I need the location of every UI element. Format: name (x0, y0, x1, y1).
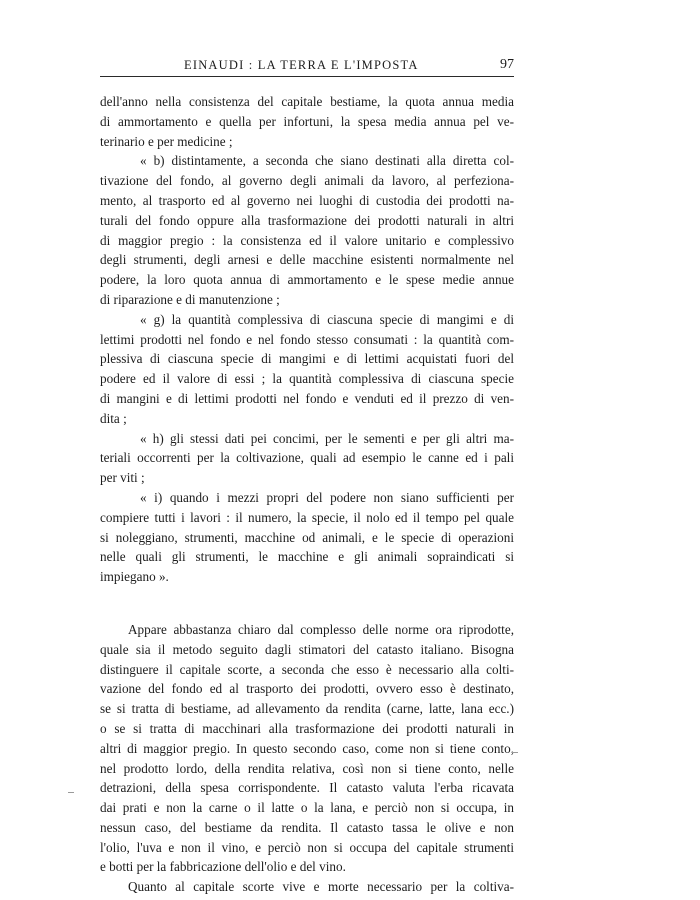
text-line: dita ; (100, 410, 127, 426)
text-line: « h) gli stessi dati pei concimi, per le sementi e per gli altri ma- (140, 430, 514, 446)
text-line: terinario e per medicine ; (100, 133, 233, 149)
text-line: mento, al trasporto ed al governo nei luoghi di custodia dei prodotti na- (100, 192, 514, 208)
paragraph-gap (100, 587, 514, 620)
text-line: e botti per la fabbricazione dell'olio e del vino. (100, 859, 346, 875)
text-line: di ammortamento e quella per infortuni, la spesa media annua pel ve- (100, 113, 514, 129)
text-line: nessun caso, del bestiame da rendita. Il catasto tassa le olive e non (100, 819, 514, 835)
text-line: di riparazione e di manutenzione ; (100, 291, 280, 307)
text-line: Appare abbastanza chiaro dal complesso delle norme ora riprodotte, (128, 621, 514, 637)
text-line: altri di maggior pregio. In questo secondo caso, come non si tiene conto, (100, 740, 514, 756)
text-line: si noleggiano, strumenti, macchine od animali, e le specie di operazioni (100, 529, 514, 545)
text-line: nelle quali gli strumenti, le macchine e gli animali sopraindicati si (100, 549, 514, 565)
text-line: o se si tratta di macchinari alla trasformazione dei prodotti naturali in (100, 720, 514, 736)
text-line: plessiva di ciascuna specie di mangimi e di lettimi acquistati fuori del (100, 351, 514, 367)
text-line: di maggior pregio : la consistenza ed il valore unitario e complessivo (100, 232, 514, 248)
scan-mark (512, 752, 518, 753)
text-line: degli strumenti, degli arnesi e delle macchine esistenti normalmente nel (100, 252, 514, 268)
text-line: teriali occorrenti per la coltivazione, quali ad esempio le canne ed i pali (100, 450, 514, 466)
running-header (100, 58, 514, 76)
text-line: Quanto al capitale scorte vive e morte necessario per la coltiva- (128, 879, 514, 895)
text-line: distinguere il capitale scorte, a seconda che esso è necessario alla colti- (100, 661, 514, 677)
text-line: per viti ; (100, 470, 145, 486)
header-rule (100, 76, 514, 77)
text-line: vazione del fondo ed al trasporto dei prodotti, ovvero esso è destinato, (100, 681, 514, 697)
text-line: lettimi prodotti nel fondo e nel fondo stesso consumati : la quantità com- (100, 331, 514, 347)
scan-mark (68, 792, 74, 793)
body-text (100, 92, 514, 897)
text-line: l'olio, l'uva e non il vino, e perciò non si occupa del capitale strumenti (100, 839, 514, 855)
text-line: nel prodotto lordo, della rendita relativa, così non si tiene conto, nelle (100, 760, 514, 776)
text-line: di mangini e di lettimi prodotti nel fondo e venduti ed il prezzo di ven- (100, 390, 514, 406)
text-line: quale sia il metodo seguito dagli stimatori del catasto italiano. Bisogna (100, 641, 514, 657)
text-line: « i) quando i mezzi propri del podere non siano sufficienti per (140, 489, 514, 505)
text-line: dell'anno nella consistenza del capitale bestiame, la quota annua media (100, 94, 514, 109)
text-line: detrazioni, della spesa corrispondente. Il catasto valuta l'erba ricavata (100, 780, 514, 796)
text-line: « b) distintamente, a seconda che siano destinati alla diretta col- (140, 153, 514, 169)
text-line: dai prati e non la carne o il latte o la lana, e perciò non si occupa, in (100, 800, 514, 816)
commentary-paragraph (100, 620, 514, 897)
quoted-regulation-text (100, 92, 514, 587)
text-line: « g) la quantità complessiva di ciascuna specie di mangimi e di (140, 311, 514, 327)
text-line: impiegano ». (100, 569, 169, 585)
text-line: compiere tutti i lavori : il numero, la specie, il nolo ed il tempo pel quale (100, 509, 514, 525)
running-header-title: EINAUDI : LA TERRA E L'IMPOSTA (184, 58, 419, 72)
text-line: tivazione del fondo, al governo degli animali da lavoro, al perfeziona- (100, 173, 514, 189)
text-line: podere, la loro quota annua di ammortamento e le spese medie annue (100, 272, 514, 288)
text-line: se si tratta di bestiame, ad allevamento da rendita (carne, latte, lana ecc.) (100, 701, 514, 717)
page-number: 97 (500, 57, 514, 72)
text-line: turali del fondo oppure alla trasformazione dei prodotti naturali in altri (100, 212, 514, 228)
text-line: podere ed il valore di essi ; la quantità complessiva di ciascuna specie (100, 371, 514, 387)
